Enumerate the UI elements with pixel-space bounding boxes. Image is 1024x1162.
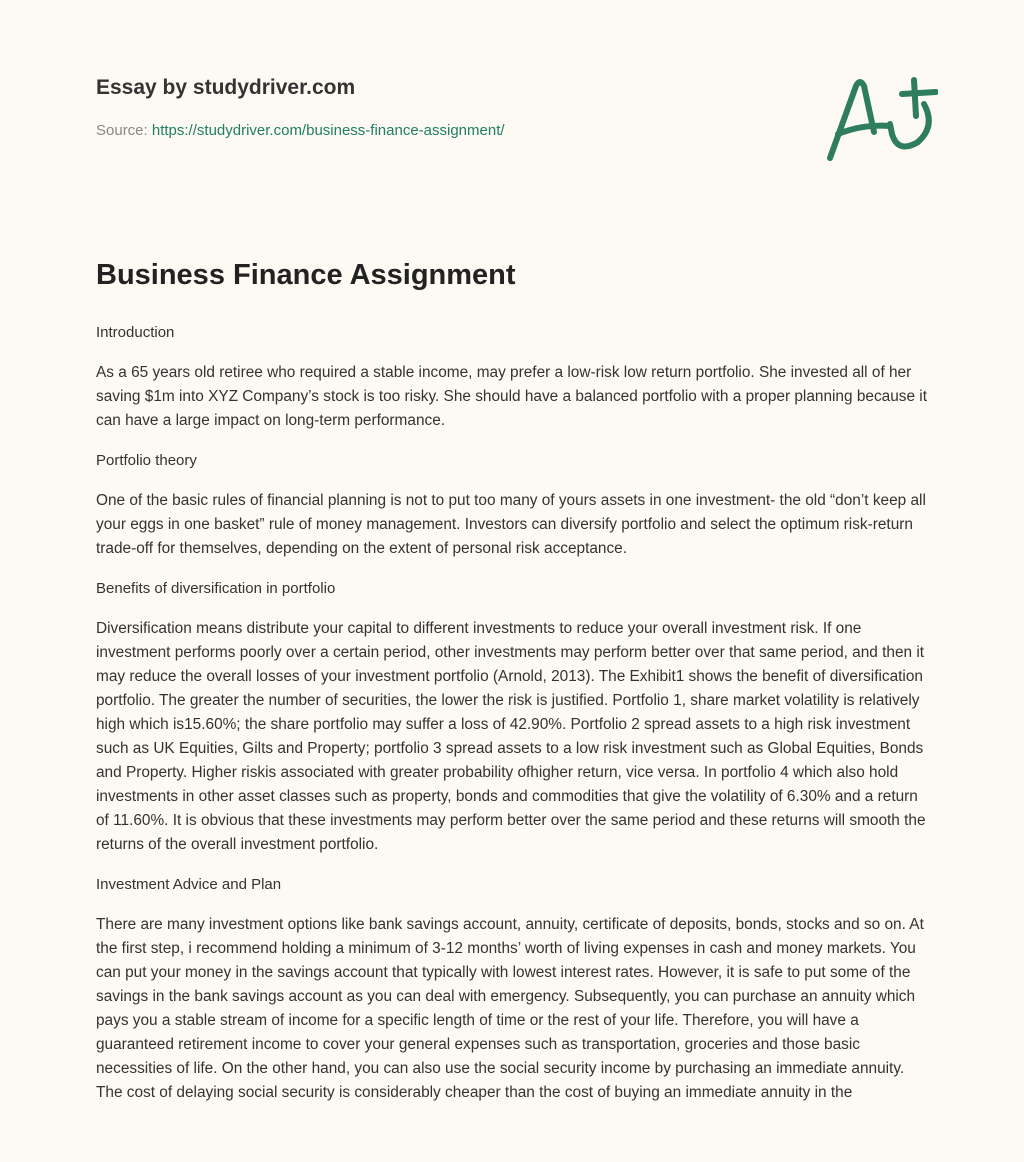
source-label: Source: [96,122,148,139]
section-heading: Benefits of diversification in portfolio [96,580,336,597]
section-heading: Investment Advice and Plan [96,876,282,893]
essay-body [96,255,928,1121]
section-heading: Introduction [96,324,175,341]
section-investment-advice [96,873,928,1105]
section-introduction [96,321,928,433]
paragraph: Diversification means distribute your capital to different investments to reduce your overall investment risk. If one investment performs poorly over a certain period, other investments may perform better over that same period, and then it may reduce the overall losses of your investment portfolio (Arnold, 2013). The Exhibit1 shows the benefit of diversification portfolio. The greater the number of securities, the lower the risk is justified. Portfolio 1, share market volatility is relatively high which is15.60%; the share portfolio may suffer a loss of 42.90%. Portfolio 2 spread assets to a high risk investment such as UK Equities, Gilts and Property; portfolio 3 spread assets to a low risk investment such as Global Equities, Bonds and Property. Higher riskis associated with greater probability ofhigher return, vice versa. In portfolio 4 which also hold investments in other asset classes such as property, bonds and commodities that give the volatility of 6.30% and a return of 11.60%. It is obvious that these investments may perform better over the same period and these returns will smooth the returns of the overall investment portfolio. [96,620,926,853]
paragraph: There are many investment options like bank savings account, annuity, certificate of deposits, bonds, stocks and so on. At the first step, i recommend holding a minimum of 3-12 months’ worth of living expenses in cash and money markets. You can put your money in the savings account that typically with lowest interest rates. However, it is safe to put some of the savings in the bank savings account as you can deal with emergency. Subsequently, you can purchase an annuity which pays you a stable stream of income for a specific length of time or the rest of your life. Therefore, you will have a guaranteed retirement income to cover your general expenses such as transportation, groceries and those basic necessities of life. On the other hand, you can also use the social security income by purchasing an immediate annuity. The cost of delaying social security is considerably cheaper than the cost of buying an immediate annuity in the [96,916,924,1101]
section-heading: Portfolio theory [96,452,197,469]
site-header [96,76,505,139]
paragraph: One of the basic rules of financial planning is not to put too many of yours assets in one investment- the old “don’t keep all your eggs in one basket” rule of money management. Investors can diversify portfolio and select the optimum risk-return trade-off for themselves, depending on the extent of personal risk acceptance. [96,492,926,557]
a-plus-logo-icon [818,66,938,166]
section-portfolio-theory [96,449,928,561]
source-link[interactable]: https://studydriver.com/business-finance-assignment/ [151,122,505,139]
page-title: Business Finance Assignment [96,259,516,291]
section-benefits-diversification [96,577,928,857]
paragraph: As a 65 years old retiree who required a stable income, may prefer a low-risk low return portfolio. She invested all of her saving $1m into XYZ Company’s stock is too risky. She should have a balanced portfolio with a proper planning because it can have a large impact on long-term performance. [96,364,927,429]
brand-title: Essay by studydriver.com [96,76,356,99]
source-line [96,122,505,139]
